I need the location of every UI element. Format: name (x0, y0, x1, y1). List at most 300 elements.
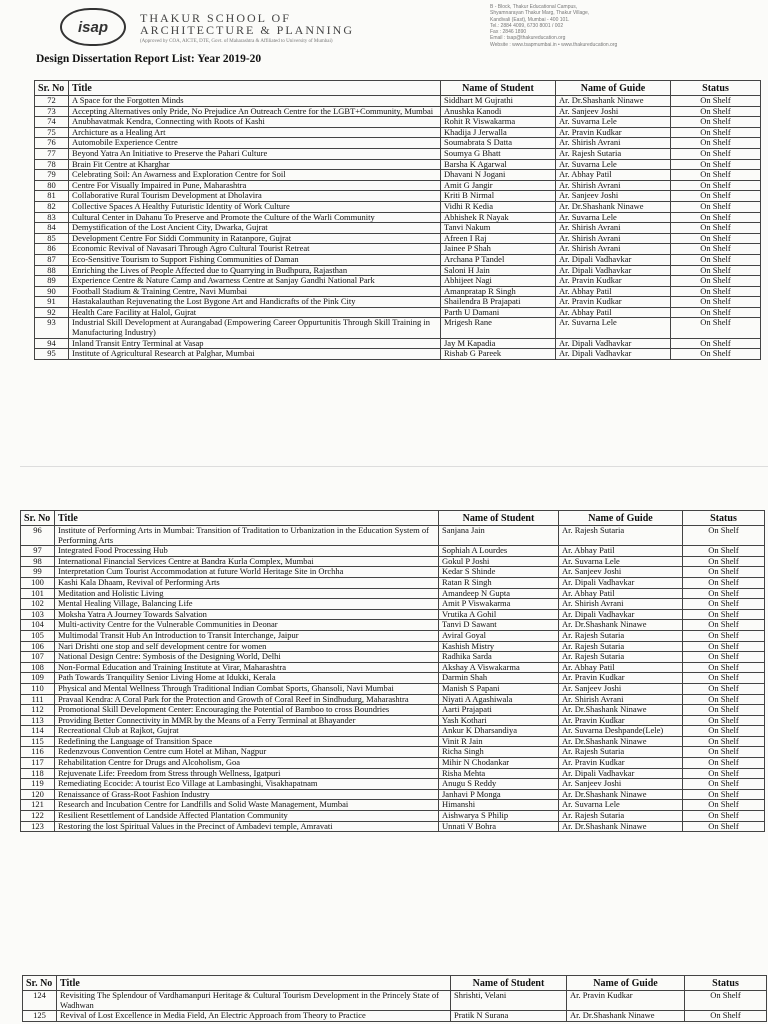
guide-cell: Ar. Shirish Avrani (556, 223, 671, 234)
title-cell: Revisiting The Splendour of Vardhamanpuri Heritage & Cultural Tourism Development in the Princely State of Wadhwan (57, 991, 451, 1011)
sr-cell: 99 (21, 567, 55, 578)
guide-cell: Ar. Shirish Avrani (559, 599, 683, 610)
guide-cell: Ar. Sanjeev Joshi (556, 191, 671, 202)
col-header-status: Status (683, 511, 765, 526)
student-cell: Gokul P Joshi (439, 556, 559, 567)
status-cell: On Shelf (683, 705, 765, 716)
sr-cell: 84 (35, 223, 69, 234)
sr-cell: 105 (21, 630, 55, 641)
student-cell: Barsha K Agarwal (441, 159, 556, 170)
guide-cell: Ar. Abhay Patil (556, 170, 671, 181)
student-cell: Janhavi P Monga (439, 789, 559, 800)
table-row (35, 254, 761, 265)
status-cell: On Shelf (671, 148, 761, 159)
sr-cell: 75 (35, 127, 69, 138)
guide-cell: Ar. Rajesh Sutaria (559, 652, 683, 663)
title-cell: A Space for the Forgotten Minds (69, 96, 441, 107)
table-row (35, 191, 761, 202)
title-cell: Path Towards Tranquility Senior Living Home at Idukki, Kerala (55, 673, 439, 684)
sr-cell: 98 (21, 556, 55, 567)
sr-cell: 87 (35, 254, 69, 265)
student-cell: Tanvi Nakum (441, 223, 556, 234)
sr-cell: 82 (35, 201, 69, 212)
status-cell: On Shelf (683, 747, 765, 758)
status-cell: On Shelf (683, 620, 765, 631)
status-cell: On Shelf (683, 683, 765, 694)
status-cell: On Shelf (671, 191, 761, 202)
sr-cell: 124 (23, 991, 57, 1011)
title-cell: Economic Revival of Navasari Through Agro Cultural Tourist Retreat (69, 244, 441, 255)
sr-cell: 90 (35, 286, 69, 297)
table-row (21, 609, 765, 620)
address-line: Fax : 2846 1890 (490, 29, 527, 36)
title-cell: Cultural Center in Dahanu To Preserve and Promote the Culture of the Warli Community (69, 212, 441, 223)
status-cell: On Shelf (671, 201, 761, 212)
status-cell: On Shelf (683, 800, 765, 811)
title-cell: Health Care Facility at Halol, Gujrat (69, 307, 441, 318)
title-cell: National Design Centre: Symbosis of the Designing World, Delhi (55, 652, 439, 663)
col-header-sr: Sr. No (35, 81, 69, 96)
sr-cell: 115 (21, 736, 55, 747)
table-row (21, 800, 765, 811)
status-cell: On Shelf (671, 180, 761, 191)
student-cell: Darmin Shah (439, 673, 559, 684)
table-row (35, 138, 761, 149)
guide-cell: Ar. Suvarna Lele (556, 212, 671, 223)
logo-text: isap (77, 18, 108, 36)
col-header-student: Name of Student (451, 976, 567, 991)
table-row (21, 694, 765, 705)
guide-cell: Ar. Dipali Vadhavkar (556, 349, 671, 360)
status-cell: On Shelf (671, 223, 761, 234)
status-cell: On Shelf (685, 1011, 767, 1022)
status-cell: On Shelf (671, 297, 761, 308)
guide-cell: Ar. Dr.Shashank Ninawe (556, 96, 671, 107)
guide-cell: Ar. Dipali Vadhavkar (556, 265, 671, 276)
student-cell: Kedar S Shinde (439, 567, 559, 578)
table-row (35, 307, 761, 318)
sr-cell: 76 (35, 138, 69, 149)
sr-cell: 123 (21, 821, 55, 832)
table-row (21, 705, 765, 716)
title-cell: Renaissance of Grass-Root Fashion Industry (55, 789, 439, 800)
student-cell: Vidhi R Kedia (441, 201, 556, 212)
status-cell: On Shelf (671, 307, 761, 318)
table-row (35, 233, 761, 244)
table-row (21, 641, 765, 652)
student-cell: Siddhart M Gujrathi (441, 96, 556, 107)
student-cell: Risha Mehta (439, 768, 559, 779)
title-cell: International Financial Services Centre at Bandra Kurla Complex, Mumbai (55, 556, 439, 567)
guide-cell: Ar. Suvarna Deshpande(Lele) (559, 726, 683, 737)
guide-cell: Ar. Sanjeev Joshi (556, 106, 671, 117)
table-row (21, 630, 765, 641)
table-row (35, 148, 761, 159)
guide-cell: Ar. Dr.Shashank Ninawe (559, 736, 683, 747)
student-cell: Sanjana Jain (439, 526, 559, 546)
student-cell: Vrutika A Gohil (439, 609, 559, 620)
table-row (21, 821, 765, 832)
page-fold-divider (20, 466, 768, 467)
table-row (35, 117, 761, 128)
sr-cell: 100 (21, 577, 55, 588)
guide-cell: Ar. Pravin Kudkar (556, 297, 671, 308)
guide-cell: Ar. Abhay Patil (559, 546, 683, 557)
guide-cell: Ar. Pravin Kudkar (567, 991, 685, 1011)
title-cell: Meditation and Holistic Living (55, 588, 439, 599)
status-cell: On Shelf (683, 768, 765, 779)
table-row (35, 338, 761, 349)
student-cell: Mrigesh Rane (441, 318, 556, 338)
title-cell: Accepting Alternatives only Pride, No Prejudice An Outreach Centre for the LGBT+Community, Mumbai (69, 106, 441, 117)
address-line: Shyamnarayan Thakur Marg, Thakur Village, (490, 10, 590, 17)
guide-cell: Ar. Abhay Patil (556, 307, 671, 318)
table-row (21, 526, 765, 546)
col-header-guide: Name of Guide (567, 976, 685, 991)
sr-cell: 81 (35, 191, 69, 202)
guide-cell: Ar. Rajesh Sutaria (559, 811, 683, 822)
sr-cell: 122 (21, 811, 55, 822)
guide-cell: Ar. Pravin Kudkar (556, 276, 671, 287)
status-cell: On Shelf (671, 338, 761, 349)
school-name-line1: THAKUR SCHOOL OF (140, 11, 291, 25)
sr-cell: 107 (21, 652, 55, 663)
school-logo (60, 8, 126, 46)
student-cell: Saloni H Jain (441, 265, 556, 276)
title-cell: Rehabilitation Centre for Drugs and Alcoholism, Goa (55, 758, 439, 769)
table-row (35, 201, 761, 212)
status-cell: On Shelf (671, 138, 761, 149)
guide-cell: Ar. Rajesh Sutaria (559, 747, 683, 758)
guide-cell: Ar. Sanjeev Joshi (559, 779, 683, 790)
student-cell: Khadija J Jerwalla (441, 127, 556, 138)
student-cell: Rohit R Viswakarma (441, 117, 556, 128)
status-cell: On Shelf (683, 758, 765, 769)
status-cell: On Shelf (671, 170, 761, 181)
guide-cell: Ar. Shirish Avrani (559, 694, 683, 705)
school-affiliation: (Approved by COA, AICTE, DTE, Govt. of Maharashtra & Affiliated to University of Mumbai) (140, 39, 333, 44)
sr-cell: 91 (35, 297, 69, 308)
sr-cell: 88 (35, 265, 69, 276)
table-row (21, 758, 765, 769)
table-row (35, 349, 761, 360)
title-cell: Restoring the lost Spiritual Values in the Precinct of Ambadevi temple, Amravati (55, 821, 439, 832)
status-cell: On Shelf (685, 991, 767, 1011)
student-cell: Afreen I Raj (441, 233, 556, 244)
student-cell: Amanpratap R Singh (441, 286, 556, 297)
status-cell: On Shelf (683, 546, 765, 557)
title-cell: Anubhavatmak Kendra, Connecting with Roots of Kashi (69, 117, 441, 128)
title-cell: Providing Better Connectivity in MMR by the Means of a Ferry Terminal at Bhayander (55, 715, 439, 726)
status-cell: On Shelf (671, 159, 761, 170)
guide-cell: Ar. Rajesh Sutaria (556, 148, 671, 159)
status-cell: On Shelf (683, 694, 765, 705)
title-cell: Promotional Skill Development Center: Encouraging the Potential of Bamboo to cross Boundries (55, 705, 439, 716)
title-cell: Multi-activity Centre for the Vulnerable Communities in Deonar (55, 620, 439, 631)
title-cell: Automobile Experience Centre (69, 138, 441, 149)
title-cell: Centre For Visually Impaired in Pune, Maharashtra (69, 180, 441, 191)
sr-cell: 85 (35, 233, 69, 244)
status-cell: On Shelf (671, 117, 761, 128)
dissertation-table-2 (20, 510, 765, 832)
status-cell: On Shelf (683, 526, 765, 546)
status-cell: On Shelf (671, 212, 761, 223)
guide-cell: Ar. Dr.Shashank Ninawe (559, 620, 683, 631)
table-row (21, 662, 765, 673)
student-cell: Anushka Kanodi (441, 106, 556, 117)
sr-cell: 125 (23, 1011, 57, 1022)
student-cell: Aarti Prajapati (439, 705, 559, 716)
student-cell: Sophiah A Lourdes (439, 546, 559, 557)
title-cell: Celebrating Soil: An Awarness and Exploration Centre for Soil (69, 170, 441, 181)
col-header-title: Title (57, 976, 451, 991)
student-cell: Niyati A Agashiwala (439, 694, 559, 705)
status-cell: On Shelf (683, 556, 765, 567)
sr-cell: 104 (21, 620, 55, 631)
title-cell: Moksha Yatra A Journey Towards Salvation (55, 609, 439, 620)
status-cell: On Shelf (671, 96, 761, 107)
table-header-row (35, 81, 761, 96)
title-cell: Hastakalauthan Rejuvenating the Lost Bygone Art and Handicrafts of the Pink City (69, 297, 441, 308)
sr-cell: 118 (21, 768, 55, 779)
col-header-status: Status (685, 976, 767, 991)
sr-cell: 89 (35, 276, 69, 287)
table-row (35, 286, 761, 297)
guide-cell: Ar. Abhay Patil (559, 588, 683, 599)
table-row (21, 546, 765, 557)
status-cell: On Shelf (683, 811, 765, 822)
col-header-student: Name of Student (441, 81, 556, 96)
table-row (35, 127, 761, 138)
sr-cell: 86 (35, 244, 69, 255)
status-cell: On Shelf (683, 567, 765, 578)
col-header-guide: Name of Guide (556, 81, 671, 96)
table-row (35, 180, 761, 191)
table-row (21, 683, 765, 694)
guide-cell: Ar. Abhay Patil (559, 662, 683, 673)
guide-cell: Ar. Sanjeev Joshi (559, 567, 683, 578)
status-cell: On Shelf (683, 673, 765, 684)
status-cell: On Shelf (671, 265, 761, 276)
title-cell: Industrial Skill Development at Aurangabad (Empowering Career Oppurtunitis Through Skill Training in Manufacturing Industry) (69, 318, 441, 338)
student-cell: Amit P Viswakarma (439, 599, 559, 610)
status-cell: On Shelf (671, 318, 761, 338)
title-cell: Brain Fit Centre at Kharghar (69, 159, 441, 170)
sr-cell: 119 (21, 779, 55, 790)
guide-cell: Ar. Dipali Vadhavkar (559, 577, 683, 588)
table-row (21, 652, 765, 663)
sr-cell: 113 (21, 715, 55, 726)
sr-cell: 83 (35, 212, 69, 223)
status-cell: On Shelf (683, 726, 765, 737)
school-address (490, 4, 768, 48)
title-cell: Nari Drishti one stop and self development centre for women (55, 641, 439, 652)
sr-cell: 110 (21, 683, 55, 694)
student-cell: Radhika Sarda (439, 652, 559, 663)
student-cell: Shrishti, Velani (451, 991, 567, 1011)
title-cell: Collective Spaces A Healthy Futuristic Identity of Work Culture (69, 201, 441, 212)
title-cell: Kashi Kala Dhaam, Revival of Performing Arts (55, 577, 439, 588)
guide-cell: Ar. Dipali Vadhavkar (559, 609, 683, 620)
letterhead (60, 4, 765, 52)
col-header-guide: Name of Guide (559, 511, 683, 526)
student-cell: Amit G Jangir (441, 180, 556, 191)
table-row (21, 768, 765, 779)
student-cell: Soumabrata S Datta (441, 138, 556, 149)
guide-cell: Ar. Shirish Avrani (556, 233, 671, 244)
student-cell: Abhijeet Nagi (441, 276, 556, 287)
table-row (35, 265, 761, 276)
status-cell: On Shelf (671, 286, 761, 297)
title-cell: Non-Formal Education and Training Institute at Virar, Maharashtra (55, 662, 439, 673)
status-cell: On Shelf (671, 349, 761, 360)
status-cell: On Shelf (683, 599, 765, 610)
table-row (21, 673, 765, 684)
school-name-line2: ARCHITECTURE & PLANNING (140, 23, 354, 37)
guide-cell: Ar. Dipali Vadhavkar (556, 338, 671, 349)
table-row (35, 170, 761, 181)
title-cell: Interpretation Cum Tourist Accommodation at future World Heritage Site in Orchha (55, 567, 439, 578)
sr-cell: 95 (35, 349, 69, 360)
student-cell: Abhishek R Nayak (441, 212, 556, 223)
student-cell: Ratan R Singh (439, 577, 559, 588)
guide-cell: Ar. Dr.Shashank Ninawe (556, 201, 671, 212)
guide-cell: Ar. Shirish Avrani (556, 138, 671, 149)
table-row (35, 96, 761, 107)
table-row (35, 106, 761, 117)
guide-cell: Ar. Dipali Vadhavkar (559, 768, 683, 779)
status-cell: On Shelf (683, 789, 765, 800)
guide-cell: Ar. Shirish Avrani (556, 244, 671, 255)
col-header-sr: Sr. No (21, 511, 55, 526)
student-cell: Richa Singh (439, 747, 559, 758)
table-row (21, 577, 765, 588)
table-row (21, 811, 765, 822)
sr-cell: 96 (21, 526, 55, 546)
guide-cell: Ar. Suvarna Lele (556, 117, 671, 128)
student-cell: Rishab G Pareek (441, 349, 556, 360)
address-line: B - Block, Thakur Educational Campus, (490, 4, 578, 10)
guide-cell: Ar. Dr.Shashank Ninawe (559, 789, 683, 800)
title-cell: Remediating Ecocide: A tourist Eco Village at Lambasinghi, Visakhapatnam (55, 779, 439, 790)
sr-cell: 72 (35, 96, 69, 107)
student-cell: Dhavani N Jogani (441, 170, 556, 181)
student-cell: Jainee P Shah (441, 244, 556, 255)
sr-cell: 121 (21, 800, 55, 811)
student-cell: Soumya G Bhatt (441, 148, 556, 159)
student-cell: Kriti B Nirmal (441, 191, 556, 202)
title-cell: Eco-Sensitive Tourism to Support Fishing Communities of Daman (69, 254, 441, 265)
table-row (21, 726, 765, 737)
title-cell: Resilient Resettlement of Landside Affected Plantation Community (55, 811, 439, 822)
col-header-student: Name of Student (439, 511, 559, 526)
guide-cell: Ar. Dr.Shashank Ninawe (559, 705, 683, 716)
table-row (21, 747, 765, 758)
sr-cell: 108 (21, 662, 55, 673)
status-cell: On Shelf (683, 641, 765, 652)
table-row (21, 779, 765, 790)
status-cell: On Shelf (683, 736, 765, 747)
address-line: Website : www.tsapmumbai.in • www.thakureducation.org (490, 41, 618, 48)
sr-cell: 79 (35, 170, 69, 181)
title-cell: Archicture as a Healing Art (69, 127, 441, 138)
student-cell: Ankur K Dharsandiya (439, 726, 559, 737)
student-cell: Kashish Mistry (439, 641, 559, 652)
table-row (21, 588, 765, 599)
title-cell: Revival of Lost Excellence in Media Field, An Electric Approach from Theory to Practice (57, 1011, 451, 1022)
student-cell: Amandeep N Gupta (439, 588, 559, 599)
student-cell: Yash Kothari (439, 715, 559, 726)
student-cell: Vinit R Jain (439, 736, 559, 747)
col-header-status: Status (671, 81, 761, 96)
status-cell: On Shelf (683, 609, 765, 620)
address-line: Tel.: 2884 4099, 6730 8001 / 002 (490, 22, 564, 29)
student-cell: Aviral Goyal (439, 630, 559, 641)
col-header-title: Title (55, 511, 439, 526)
title-cell: Rejuvenate Life: Freedom from Stress through Wellness, Igatpuri (55, 768, 439, 779)
status-cell: On Shelf (683, 652, 765, 663)
table-row (35, 244, 761, 255)
table-row (23, 1011, 767, 1022)
status-cell: On Shelf (683, 577, 765, 588)
title-cell: Research and Incubation Centre for Landfills and Solid Waste Management, Mumbai (55, 800, 439, 811)
guide-cell: Ar. Pravin Kudkar (559, 715, 683, 726)
status-cell: On Shelf (671, 244, 761, 255)
status-cell: On Shelf (683, 662, 765, 673)
dissertation-table-1 (34, 80, 761, 360)
status-cell: On Shelf (671, 106, 761, 117)
guide-cell: Ar. Dipali Vadhavkar (556, 254, 671, 265)
sr-cell: 116 (21, 747, 55, 758)
sr-cell: 102 (21, 599, 55, 610)
guide-cell: Ar. Abhay Patil (556, 286, 671, 297)
title-cell: Experience Centre & Nature Camp and Awarness Centre at Sanjay Gandhi National Park (69, 276, 441, 287)
table-row (21, 556, 765, 567)
title-cell: Recreational Club at Rajkot, Gujrat (55, 726, 439, 737)
table-row (21, 599, 765, 610)
table-row (21, 715, 765, 726)
title-cell: Multimodal Transit Hub An Introduction to Transit Interchange, Jaipur (55, 630, 439, 641)
title-cell: Redenzvous Convention Centre cum Hotel at Mihan, Nagpur (55, 747, 439, 758)
student-cell: Tanvi D Sawant (439, 620, 559, 631)
document-title: Design Dissertation Report List: Year 2019-20 (36, 53, 262, 65)
col-header-sr: Sr. No (23, 976, 57, 991)
table-row (21, 567, 765, 578)
guide-cell: Ar. Rajesh Sutaria (559, 526, 683, 546)
guide-cell: Ar. Shirish Avrani (556, 180, 671, 191)
table-row (21, 789, 765, 800)
sr-cell: 93 (35, 318, 69, 338)
title-cell: Beyond Yatra An Initiative to Preserve the Pahari Culture (69, 148, 441, 159)
sr-cell: 114 (21, 726, 55, 737)
table-row (23, 991, 767, 1011)
school-name-block (140, 12, 480, 45)
sr-cell: 94 (35, 338, 69, 349)
sr-cell: 80 (35, 180, 69, 191)
title-cell: Physical and Mental Wellness Through Traditional Indian Combat Sports, Ghansoli, Navi Mumbai (55, 683, 439, 694)
student-cell: Anugu S Reddy (439, 779, 559, 790)
student-cell: Jay M Kapadia (441, 338, 556, 349)
table-header-row (21, 511, 765, 526)
student-cell: Manish S Papani (439, 683, 559, 694)
sr-cell: 97 (21, 546, 55, 557)
status-cell: On Shelf (683, 779, 765, 790)
title-cell: Integrated Food Processing Hub (55, 546, 439, 557)
title-cell: Institute of Agricultural Research at Palghar, Mumbai (69, 349, 441, 360)
table-row (35, 276, 761, 287)
status-cell: On Shelf (671, 254, 761, 265)
student-cell: Akshay A Viswakarma (439, 662, 559, 673)
